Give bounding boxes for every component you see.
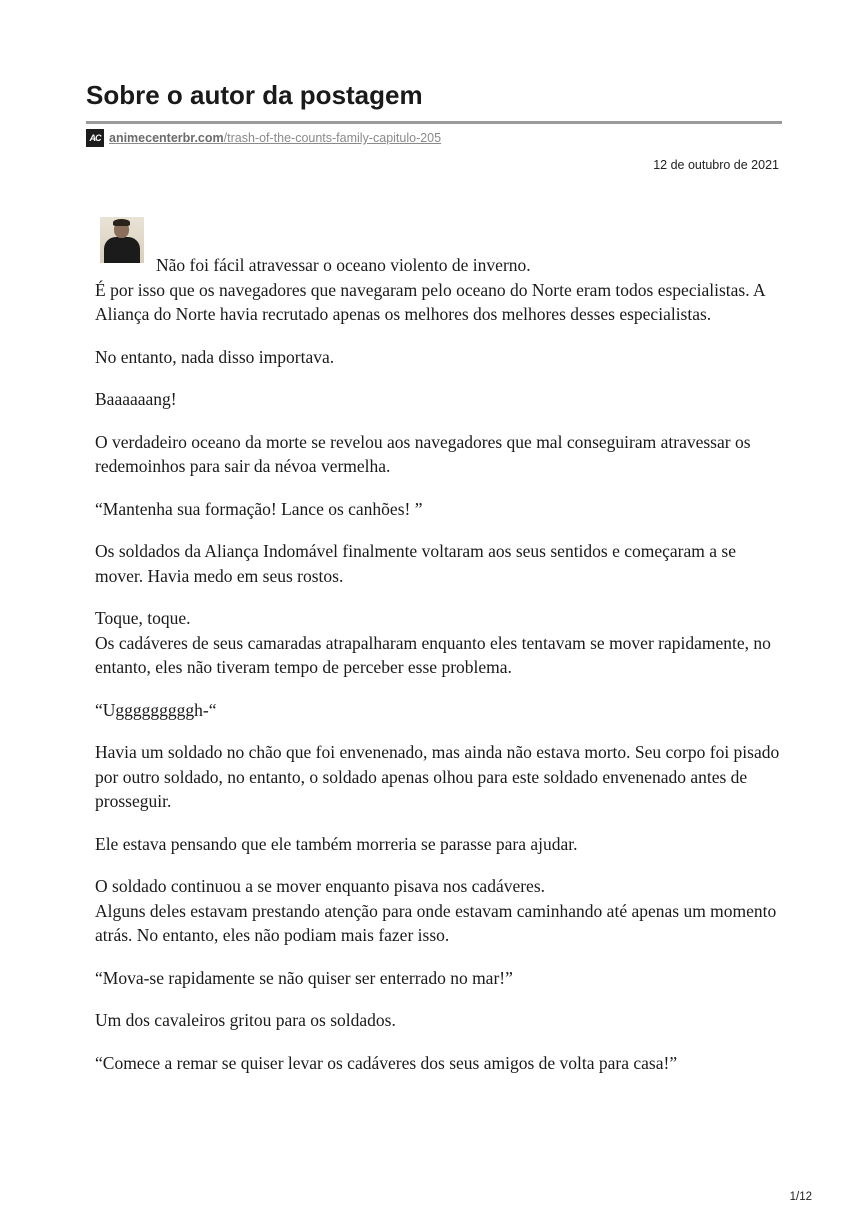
article-paragraph: “Mantenha sua formação! Lance os canhões! ” (95, 498, 423, 519)
site-logo-icon: AC (86, 129, 104, 147)
article-paragraph: Não foi fácil atravessar o oceano violento de inverno. (156, 255, 531, 275)
source-link-row (86, 129, 441, 147)
title-divider (86, 121, 782, 124)
article-paragraph: Havia um soldado no chão que foi envenenado, mas ainda não estava morto. Seu corpo foi pisado por outro soldado, no entanto, o soldado apenas olhou para este soldado envenenado antes de prosseguir. (95, 742, 780, 811)
article-paragraph: No entanto, nada disso importava. (95, 346, 335, 367)
article-paragraph: O soldado continuou a se mover enquanto pisava nos cadáveres. (95, 876, 546, 896)
article-paragraph: É por isso que os navegadores que navegaram pelo oceano do Norte eram todos especialistas. A Aliança do Norte havia recrutado apenas os melhores dos melhores desses especialistas. (95, 279, 765, 324)
article-paragraph: Ele estava pensando que ele também morreria se parasse para ajudar. (95, 833, 578, 854)
avatar-hair-shape (113, 219, 130, 226)
article-paragraph: Um dos cavaleiros gritou para os soldados. (95, 1010, 396, 1030)
article-paragraph: O verdadeiro oceano da morte se revelou aos navegadores que mal conseguiram atravessar os redemoinhos para sair da névoa vermelha. (95, 431, 751, 476)
article-paragraph: Os soldados da Aliança Indomável finalmente voltaram aos seus sentidos e começaram a se mover. Havia medo em seus rostos. (95, 541, 736, 586)
source-url-link[interactable] (109, 131, 441, 145)
post-date: 12 de outubro de 2021 (653, 158, 779, 172)
article-paragraph: “Mova-se rapidamente se não quiser ser enterrado no mar!” (95, 967, 513, 988)
article-paragraph: “Ugggggggggh-“ (95, 699, 217, 720)
article-paragraph: “Comece a remar se quiser levar os cadáveres dos seus amigos de volta para casa!” (95, 1052, 678, 1073)
source-path: /trash-of-the-counts-family-capitulo-205 (223, 131, 442, 145)
article-paragraph: Alguns deles estavam prestando atenção para onde estavam caminhando até apenas um momento atrás. No entanto, eles não podiam mais fazer isso. (95, 900, 777, 945)
page-number: 1/12 (789, 1191, 812, 1203)
page-title: Sobre o autor da postagem (86, 80, 423, 110)
article-paragraph: Os cadáveres de seus camaradas atrapalharam enquanto eles tentavam se mover rapidamente, no entanto, eles não tiveram tempo de perceber esse problema. (95, 632, 771, 677)
article-paragraph: Toque, toque. (95, 608, 191, 628)
article-paragraph: Baaaaaang! (95, 389, 177, 409)
source-domain: animecenterbr.com (109, 131, 224, 145)
article-body (95, 253, 785, 1093)
